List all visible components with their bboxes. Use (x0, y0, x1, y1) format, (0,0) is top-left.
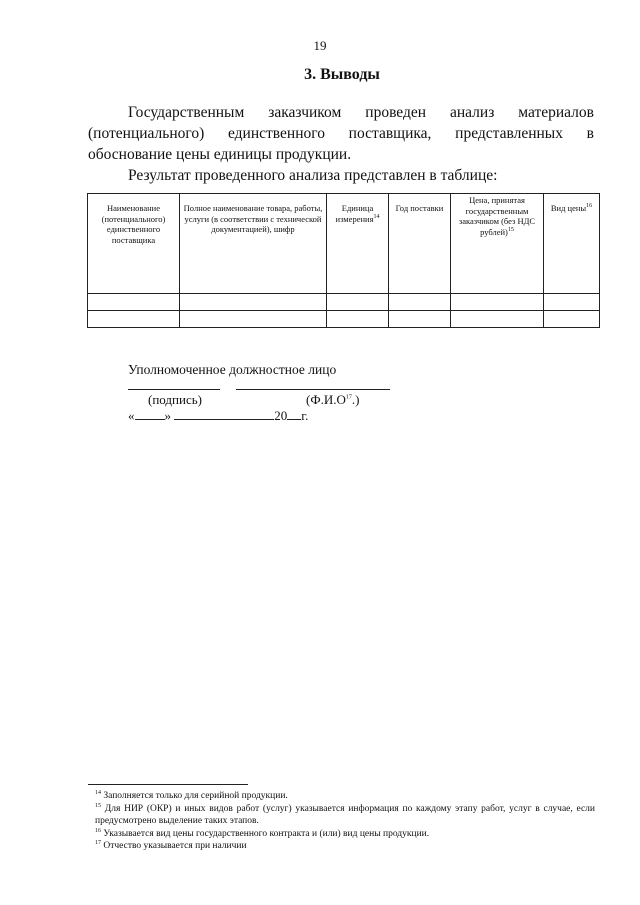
table-cell (88, 311, 180, 328)
footnote-16: $^{16}$ Указывается вид цены государственного контракта и (или) вид цены продукции. (95, 827, 430, 839)
year-blank (287, 408, 301, 420)
day-blank (135, 408, 165, 420)
header-product-name: Полное наименование товара, работы, услуги (в соответствии с технической документацией), шифр (180, 194, 327, 294)
table-intro: Результат проведенного анализа представлен в таблице: (128, 167, 498, 184)
footnote-ref-14: 14 (373, 213, 380, 220)
header-supplier: Наименование (потенциального) единственного поставщика (88, 194, 180, 294)
footnote-17: $^{17}$ Отчество указывается при наличии (95, 839, 247, 851)
table-cell (451, 311, 544, 328)
table-row (88, 294, 600, 311)
table-cell (389, 294, 451, 311)
table-row (88, 311, 600, 328)
footnote-14: $^{14}$ Заполняется только для серийной продукции. (95, 789, 288, 801)
signature-label: (подпись) (148, 392, 202, 407)
table-cell (180, 311, 327, 328)
fio-label: $(Ф.И.О^{17}.)$ (306, 392, 360, 407)
table-cell (327, 294, 389, 311)
table-cell (544, 311, 600, 328)
table-cell (327, 311, 389, 328)
footnote-ref-15: 15 (507, 226, 514, 233)
footnote-rule (88, 784, 248, 785)
footnote-ref-16: 16 (586, 203, 593, 210)
table-cell (180, 294, 327, 311)
analysis-table (87, 193, 600, 328)
header-price-type: Вид цены$^{16}$ (544, 194, 600, 294)
section-title: 3. Выводы (304, 66, 380, 83)
table-cell (451, 294, 544, 311)
footnote-ref-17: 17 (345, 394, 352, 401)
footnote-15: $^{15}$ Для НИР (ОКР) и иных видов работ (услуг) указывается информация по каждому этапу работ, услуг в случае, если предусмотрено выделение таких этапов. (95, 802, 596, 826)
intro-paragraph: Государственным заказчиком проведен анализ материалов (потенциального) единственного поставщика, представленных в обоснование цены единицы продукции. (88, 104, 594, 163)
month-blank (174, 408, 274, 420)
table-header-row (88, 194, 600, 294)
fio-line (236, 389, 390, 390)
table-cell (544, 294, 600, 311)
header-price: Цена, принятая государственным заказчиком (без НДС рублей)$^{15}$ (451, 194, 544, 294)
table-cell (389, 311, 451, 328)
official-label: Уполномоченное должностное лицо (128, 362, 337, 377)
date-line: « » 20 г. (128, 408, 309, 423)
table-cell (88, 294, 180, 311)
header-unit: Единица измерения$^{14}$ (327, 194, 389, 294)
footnotes (95, 790, 595, 853)
page-number: 19 (313, 38, 327, 53)
header-delivery-year: Год поставки (389, 194, 451, 294)
signature-line (128, 389, 220, 390)
